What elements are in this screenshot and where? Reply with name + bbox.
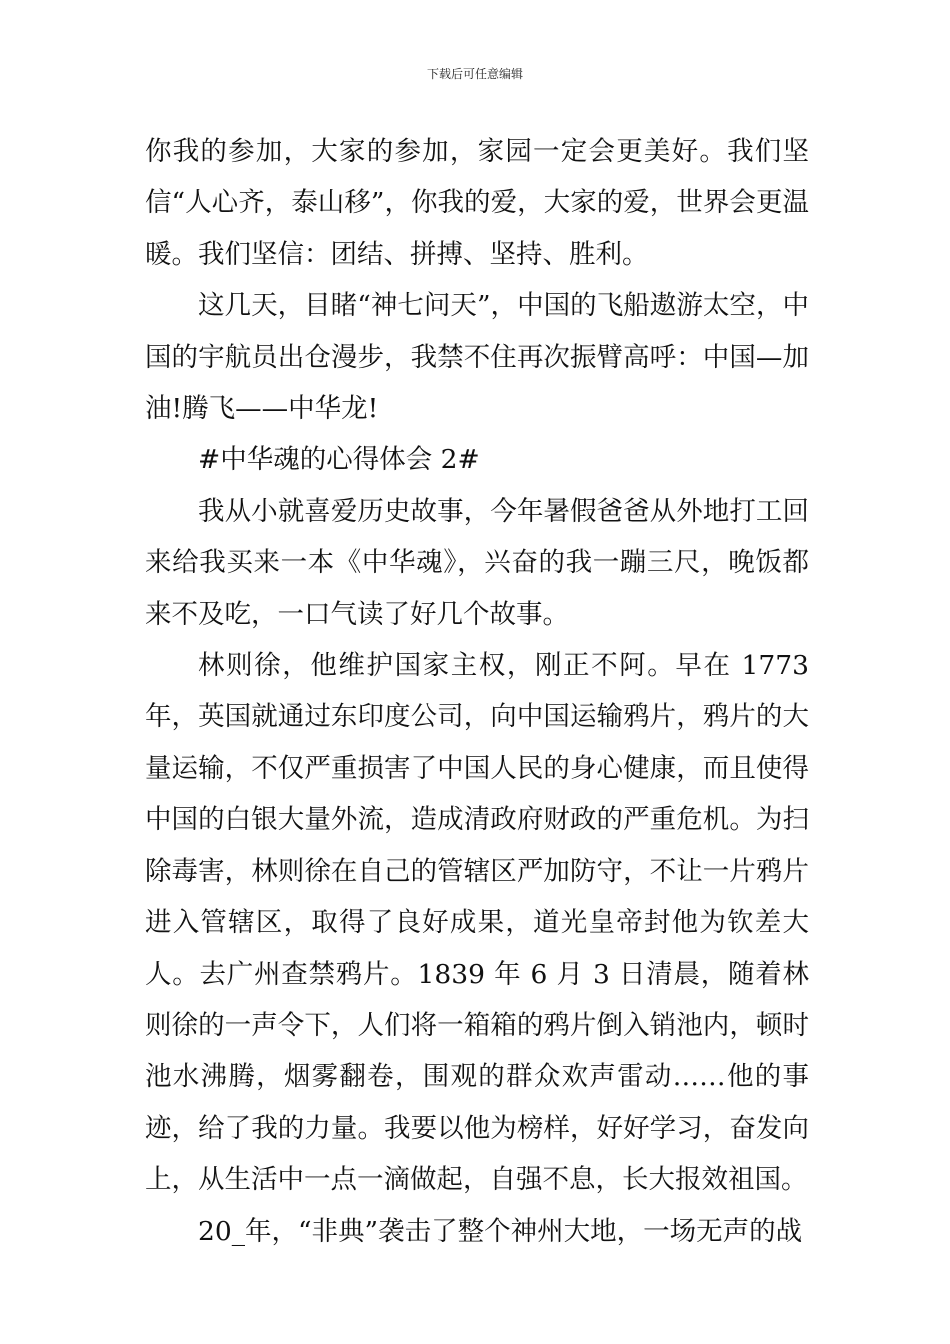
section-heading: #中华魂的心得体会 2# [198, 444, 480, 476]
paragraph-lin-zexu: 林则徐，他维护国家主权，刚正不阿。早在 1773 年，英国就通过东印度公司，向中国运输鸦片，鸦片的大量运输，不仅严重损害了中国人民的身心健康，而且使得中国的白银大量外流，造成清政府财政的严重危机。为扫除毒害，林则徐在自己的管辖区严加防守，不让一片鸦片进入管辖区，取得了良好成果，道光皇帝封他为钦差大人。去广州查禁鸦片。1839 年 6 月 3 日清晨，随着林则徐的一声令下，人们将一箱箱的鸦片倒入销池内，顿时池水沸腾，烟雾翻卷，围观的群众欢声雷动……他的事迹，给了我的力量。我要以他为榜样，好好学习，奋发向上，从生活中一点一滴做起，自强不息，长大报效祖国。 [145, 650, 809, 1196]
document-body [145, 126, 809, 1257]
page-header: 下载后可任意编辑 [426, 67, 523, 81]
paragraph-sars: 20_年，“非典”袭击了整个神州大地，一场无声的战 [198, 1215, 803, 1247]
paragraph-shenqi: 这几天，目睹“神七问天”，中国的飞船遨游太空，中国的宇航员出仓漫步，我禁不住再次振臂高呼：中国—加油!腾飞——中华龙! [145, 290, 809, 425]
paragraph-intro: 我从小就喜爱历史故事，今年暑假爸爸从外地打工回来给我买来一本《中华魂》，兴奋的我一蹦三尺，晚饭都来不及吃，一口气读了好几个故事。 [145, 495, 809, 630]
paragraph-continuation: 你我的参加，大家的参加，家园一定会更美好。我们坚信“人心齐，泰山移”，你我的爱，大家的爱，世界会更温暖。我们坚信：团结、拼搏、坚持、胜利。 [145, 136, 809, 270]
